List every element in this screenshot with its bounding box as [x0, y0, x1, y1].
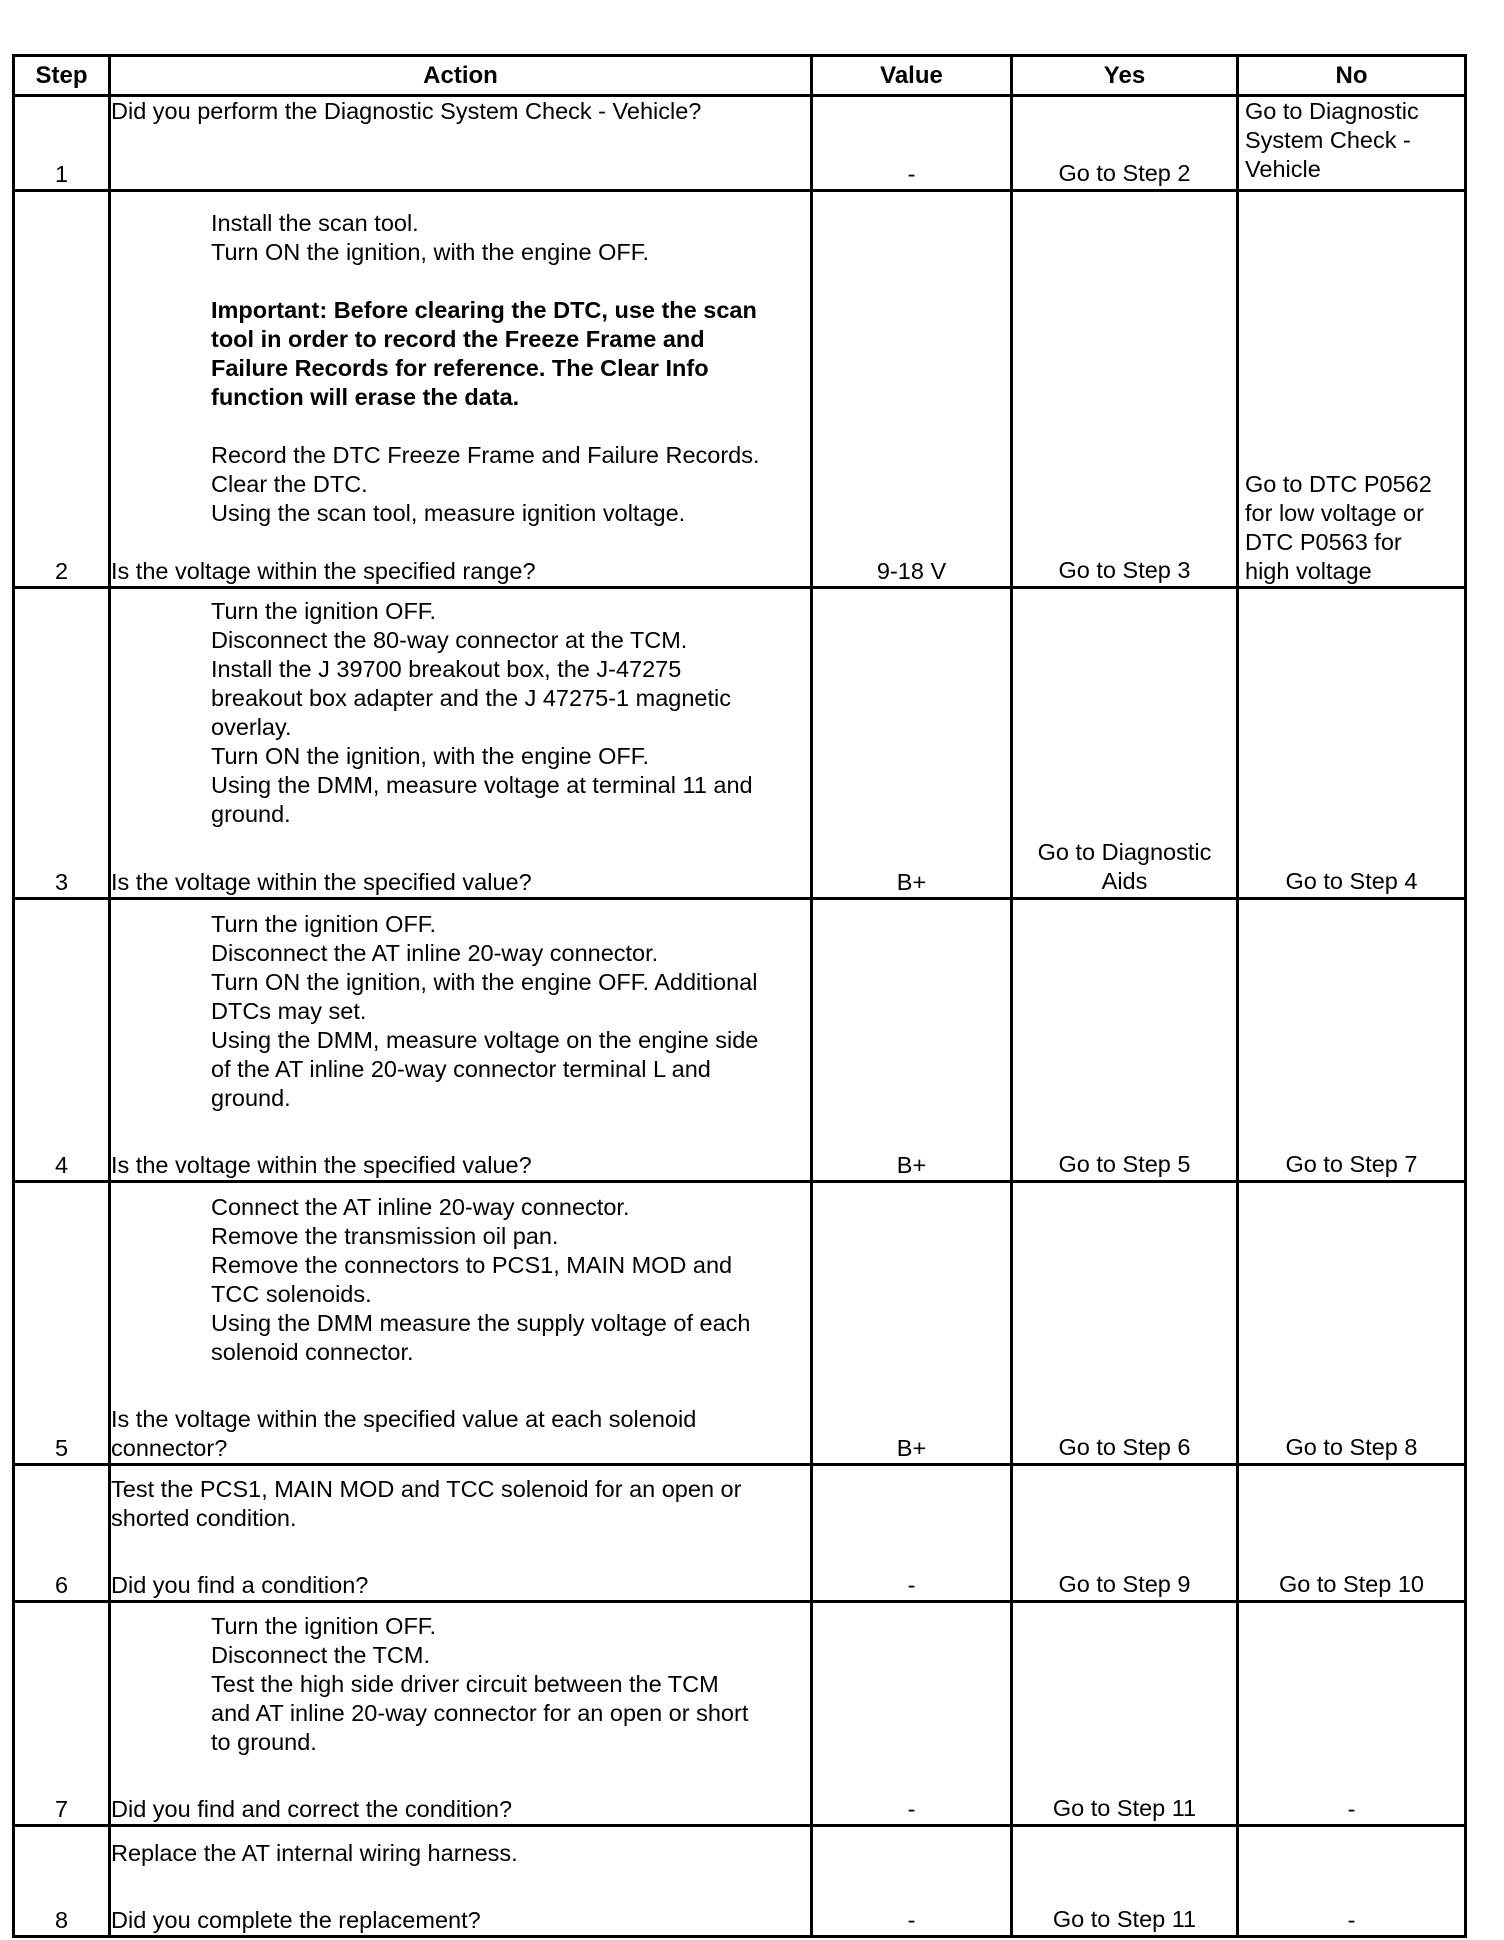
table-row — [14, 1826, 1466, 1937]
header-value: Value — [812, 56, 1012, 96]
no-link[interactable]: Go to Step 7 — [1285, 1151, 1418, 1177]
action-step: breakout box adapter and the J 47275-1 magnetic — [211, 685, 731, 711]
no-line: Go to DTC P0562 — [1245, 471, 1432, 497]
action-step: Turn ON the ignition, with the engine OFF. — [211, 239, 650, 265]
value-cell: 9-18 V — [812, 191, 1012, 588]
action-step: overlay. — [211, 714, 292, 740]
no-cell — [1238, 191, 1466, 588]
no-line: DTC P0563 for — [1245, 529, 1402, 555]
header-step: Step — [14, 56, 110, 96]
action-question: Did you find a condition? — [111, 1572, 369, 1598]
step-number: 5 — [14, 1182, 110, 1465]
action-question: connector? — [111, 1435, 228, 1461]
action-cell — [110, 191, 812, 588]
action-question: Is the voltage within the specified value at each solenoid — [111, 1406, 697, 1432]
action-steps — [111, 1193, 810, 1367]
action-cell — [110, 1182, 812, 1465]
action-cell — [110, 899, 812, 1182]
table-row — [14, 588, 1466, 899]
action-step: Turn the ignition OFF. — [211, 911, 437, 937]
action-step: Using the scan tool, measure ignition voltage. — [211, 500, 686, 526]
action-question: Is the voltage within the specified value? — [111, 1152, 532, 1178]
action-step: Disconnect the AT inline 20-way connector. — [211, 940, 659, 966]
header-row — [14, 56, 1466, 96]
step-number: 3 — [14, 588, 110, 899]
step-number: 1 — [14, 96, 110, 191]
no-link[interactable]: Go to Step 10 — [1278, 1571, 1425, 1597]
yes-link[interactable]: Go to Step 11 — [1052, 1906, 1197, 1932]
yes-link[interactable]: Go to Step 11 — [1052, 1795, 1197, 1821]
table-row — [14, 1602, 1466, 1826]
value-cell: - — [812, 1602, 1012, 1826]
action-step: solenoid connector. — [211, 1339, 414, 1365]
action-step: Turn ON the ignition, with the engine OFF. Additional — [211, 969, 758, 995]
yes-line: Go to Diagnostic — [1037, 839, 1212, 865]
no-line: Vehicle — [1245, 156, 1321, 182]
yes-link[interactable]: Go to Step 3 — [1058, 557, 1191, 583]
action-step: Using the DMM measure the supply voltage of each — [211, 1310, 751, 1336]
step-number: 7 — [14, 1602, 110, 1826]
value-cell: B+ — [812, 1182, 1012, 1465]
yes-link[interactable]: Go to Step 9 — [1058, 1571, 1191, 1597]
value-cell: - — [812, 1826, 1012, 1937]
action-text: Did you perform the Diagnostic System Check - Vehicle? — [111, 98, 702, 124]
action-step: Record the DTC Freeze Frame and Failure Records. — [211, 442, 760, 468]
table-row — [14, 96, 1466, 191]
important-note: tool in order to record the Freeze Frame and — [211, 326, 705, 352]
header-action: Action — [110, 56, 812, 96]
yes-link[interactable]: Go to Step 5 — [1058, 1151, 1191, 1177]
action-text: Replace the AT internal wiring harness. — [111, 1840, 518, 1866]
action-step: and AT inline 20-way connector for an open or short — [211, 1700, 749, 1726]
important-note: function will erase the data. — [211, 384, 520, 410]
no-cell — [1238, 1465, 1466, 1602]
action-steps — [111, 209, 810, 528]
action-question: Did you find and correct the condition? — [111, 1796, 513, 1822]
action-steps — [111, 910, 810, 1113]
no-cell — [1238, 1182, 1466, 1465]
action-step: Turn the ignition OFF. — [211, 1613, 437, 1639]
step-number: 8 — [14, 1826, 110, 1937]
action-question: Did you complete the replacement? — [111, 1907, 481, 1933]
yes-line: Aids — [1101, 868, 1148, 894]
step-number: 4 — [14, 899, 110, 1182]
action-step: Disconnect the TCM. — [211, 1642, 430, 1668]
action-question: Is the voltage within the specified range? — [111, 558, 536, 584]
action-step: Remove the transmission oil pan. — [211, 1223, 559, 1249]
action-step: Install the J 39700 breakout box, the J-47275 — [211, 656, 682, 682]
yes-link[interactable]: Go to Step 2 — [1058, 160, 1191, 186]
important-note: Failure Records for reference. The Clear Info — [211, 355, 709, 381]
header-yes: Yes — [1012, 56, 1238, 96]
yes-cell — [1012, 1182, 1238, 1465]
action-cell — [110, 1602, 812, 1826]
step-number: 6 — [14, 1465, 110, 1602]
action-steps — [111, 597, 810, 829]
yes-cell — [1012, 1602, 1238, 1826]
action-steps — [111, 1612, 810, 1757]
action-step: of the AT inline 20-way connector terminal L and — [211, 1056, 711, 1082]
no-cell — [1238, 899, 1466, 1182]
action-cell — [110, 96, 812, 191]
no-link[interactable]: Go to Step 4 — [1285, 868, 1418, 894]
yes-cell — [1012, 588, 1238, 899]
action-cell — [110, 588, 812, 899]
action-step: Install the scan tool. — [211, 210, 419, 236]
action-cell — [110, 1465, 812, 1602]
action-step: Test the high side driver circuit between the TCM — [211, 1671, 719, 1697]
header-no: No — [1238, 56, 1466, 96]
no-link[interactable] — [1245, 97, 1464, 184]
action-step: Connect the AT inline 20-way connector. — [211, 1194, 630, 1220]
value-cell: - — [812, 1465, 1012, 1602]
action-step: Turn ON the ignition, with the engine OFF. — [211, 743, 650, 769]
action-step: Using the DMM, measure voltage on the engine side — [211, 1027, 759, 1053]
yes-cell — [1012, 899, 1238, 1182]
no-link[interactable] — [1245, 470, 1464, 586]
action-step: Using the DMM, measure voltage at terminal 11 and — [211, 772, 753, 798]
table-row — [14, 899, 1466, 1182]
action-step: to ground. — [211, 1729, 317, 1755]
value-cell: - — [812, 96, 1012, 191]
action-question: Is the voltage within the specified value? — [111, 869, 532, 895]
value-cell: B+ — [812, 899, 1012, 1182]
no-cell — [1238, 588, 1466, 899]
no-cell: - — [1238, 1602, 1466, 1826]
yes-cell — [1012, 96, 1238, 191]
no-line: System Check - — [1245, 127, 1411, 153]
no-cell: - — [1238, 1826, 1466, 1937]
action-text: shorted condition. — [111, 1505, 297, 1531]
table-row — [14, 1465, 1466, 1602]
action-step: ground. — [211, 1085, 291, 1111]
no-line: high voltage — [1245, 558, 1372, 584]
no-cell — [1238, 96, 1466, 191]
yes-cell — [1012, 1465, 1238, 1602]
no-link[interactable]: Go to Step 8 — [1285, 1434, 1418, 1460]
action-step: Clear the DTC. — [211, 471, 368, 497]
no-line: for low voltage or — [1245, 500, 1424, 526]
action-step: ground. — [211, 801, 291, 827]
diagnostic-table — [12, 54, 1467, 1938]
action-cell — [110, 1826, 812, 1937]
step-number: 2 — [14, 191, 110, 588]
yes-cell — [1012, 1826, 1238, 1937]
important-note: Important: Before clearing the DTC, use the scan — [211, 297, 757, 323]
yes-cell — [1012, 191, 1238, 588]
action-step: Remove the connectors to PCS1, MAIN MOD and — [211, 1252, 733, 1278]
yes-link[interactable]: Go to Step 6 — [1058, 1434, 1191, 1460]
action-step: Turn the ignition OFF. — [211, 598, 437, 624]
action-step: DTCs may set. — [211, 998, 367, 1024]
action-step: Disconnect the 80-way connector at the TCM. — [211, 627, 688, 653]
action-text: Test the PCS1, MAIN MOD and TCC solenoid for an open or — [111, 1476, 742, 1502]
action-step: TCC solenoids. — [211, 1281, 372, 1307]
no-line: Go to Diagnostic — [1245, 98, 1419, 124]
value-cell: B+ — [812, 588, 1012, 899]
table-row — [14, 1182, 1466, 1465]
table-row — [14, 191, 1466, 588]
yes-link[interactable] — [1013, 838, 1236, 897]
